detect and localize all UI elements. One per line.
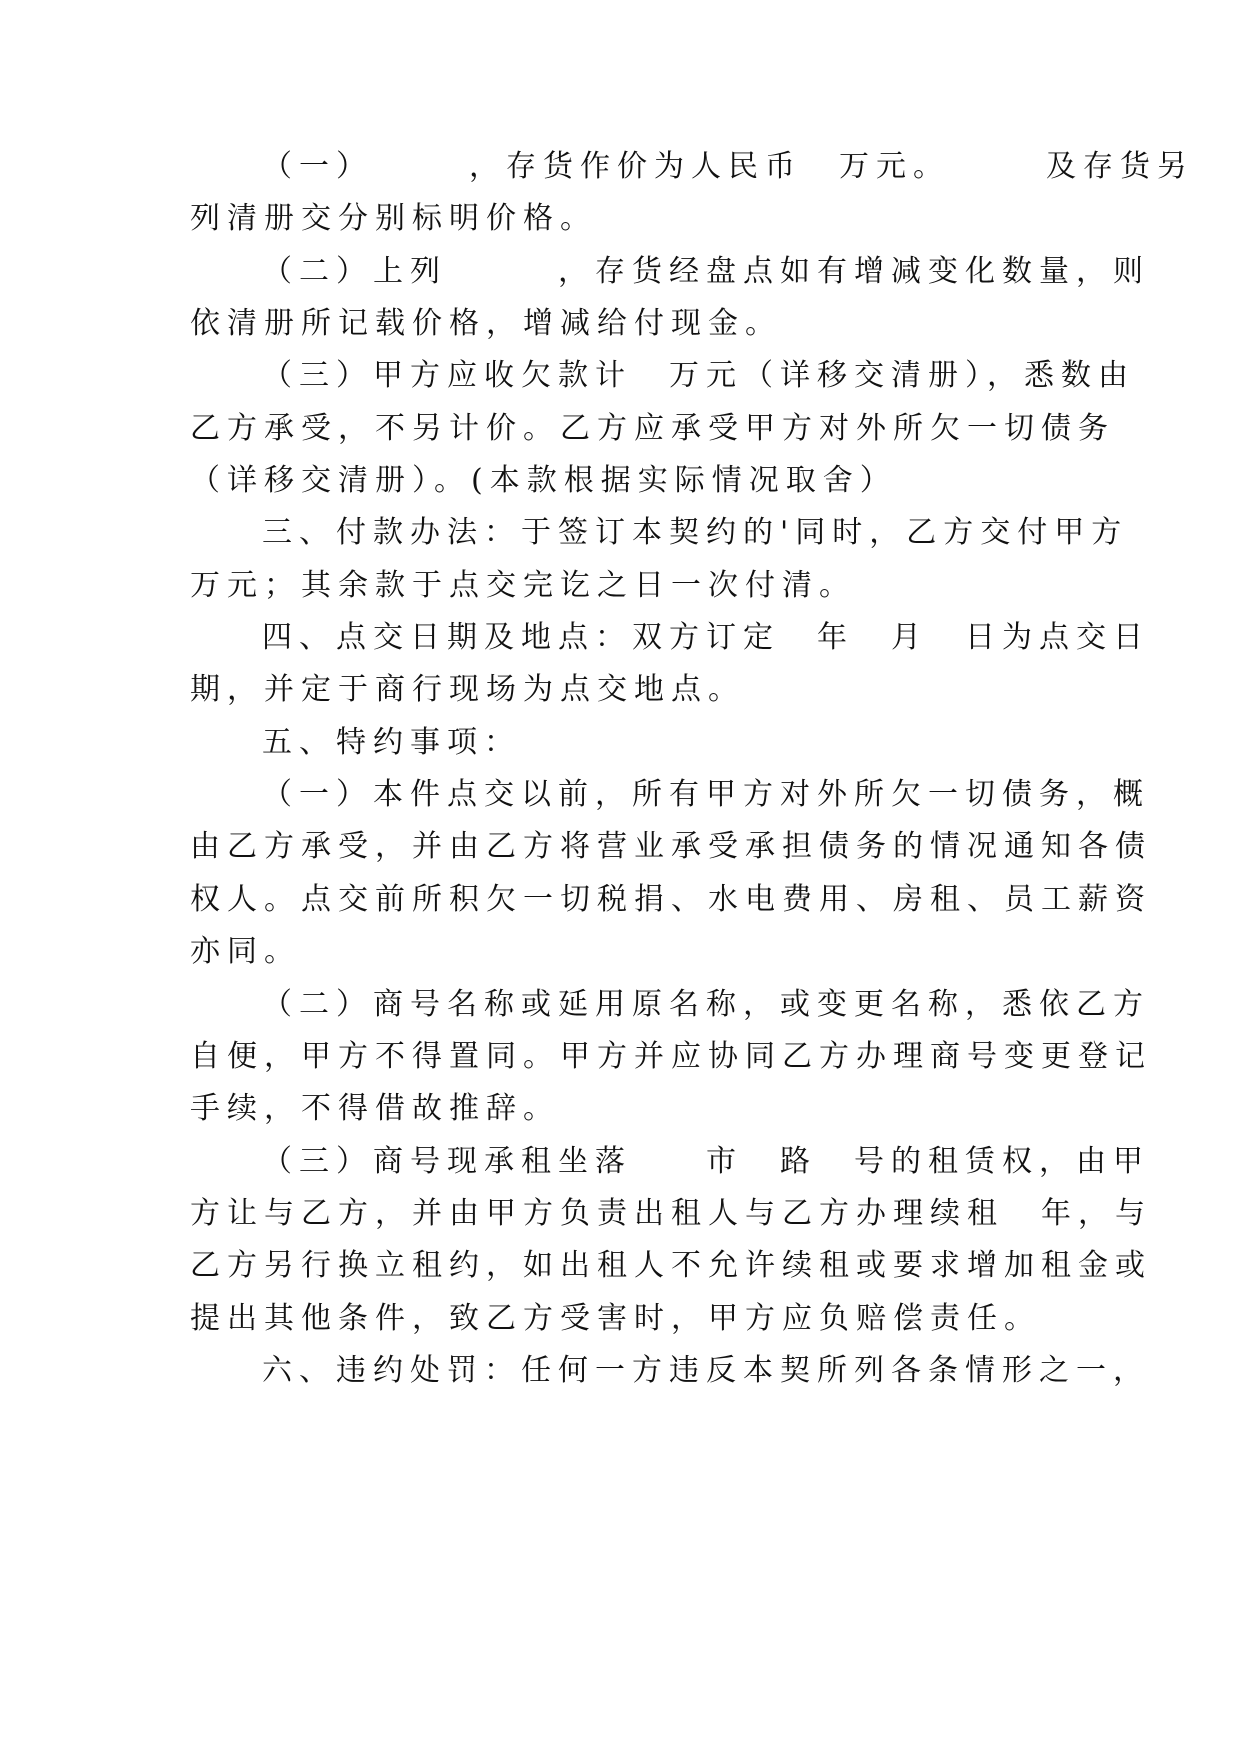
text-line: 四、点交日期及地点：双方订定 年 月 日为点交日	[262, 620, 1150, 655]
text-line: （一） ，存货作价为人民币 万元。 及存货另	[262, 149, 1194, 184]
text-line: 提出其他条件，致乙方受害时，甲方应负赔偿责任。	[190, 1301, 1041, 1336]
text-line: （三）商号现承租坐落 市 路 号的租赁权，由甲	[262, 1144, 1150, 1179]
text-line: （一）本件点交以前，所有甲方对外所欠一切债务，概	[262, 777, 1150, 812]
text-line: 方让与乙方，并由甲方负责出租人与乙方办理续租 年，与	[190, 1196, 1152, 1231]
text-line: （二）商号名称或延用原名称，或变更名称，悉依乙方	[262, 987, 1150, 1022]
text-line: 依清册所记载价格，增减给付现金。	[190, 306, 782, 341]
text-line: 列清册交分别标明价格。	[190, 201, 597, 236]
text-line: 乙方另行换立租约，如出租人不允许续租或要求增加租金或	[190, 1248, 1152, 1283]
text-line: 亦同。	[190, 934, 301, 969]
text-line: （二）上列 ，存货经盘点如有增减变化数量，则	[262, 254, 1150, 289]
text-line: （详移交清册）。(本款根据实际情况取舍）	[190, 463, 897, 498]
text-line: 期，并定于商行现场为点交地点。	[190, 672, 745, 707]
text-line: 万元；其余款于点交完讫之日一次付清。	[190, 568, 856, 603]
text-line: 乙方承受，不另计价。乙方应承受甲方对外所欠一切债务	[190, 411, 1115, 446]
text-line: 由乙方承受，并由乙方将营业承受承担债务的情况通知各债	[190, 829, 1152, 864]
text-line: 手续，不得借故推辞。	[190, 1091, 560, 1126]
text-line: 权人。点交前所积欠一切税捐、水电费用、房租、员工薪资	[190, 882, 1152, 917]
text-line: 三、付款办法：于签订本契约的'同时，乙方交付甲方	[262, 515, 1129, 550]
text-line: 六、违约处罚：任何一方违反本契所列各条情形之一，	[262, 1353, 1150, 1388]
text-line: 自便，甲方不得置同。甲方并应协同乙方办理商号变更登记	[190, 1039, 1152, 1074]
section-heading: 五、特约事项：	[262, 725, 521, 760]
text-line: （三）甲方应收欠款计 万元（详移交清册），悉数由	[262, 358, 1135, 393]
